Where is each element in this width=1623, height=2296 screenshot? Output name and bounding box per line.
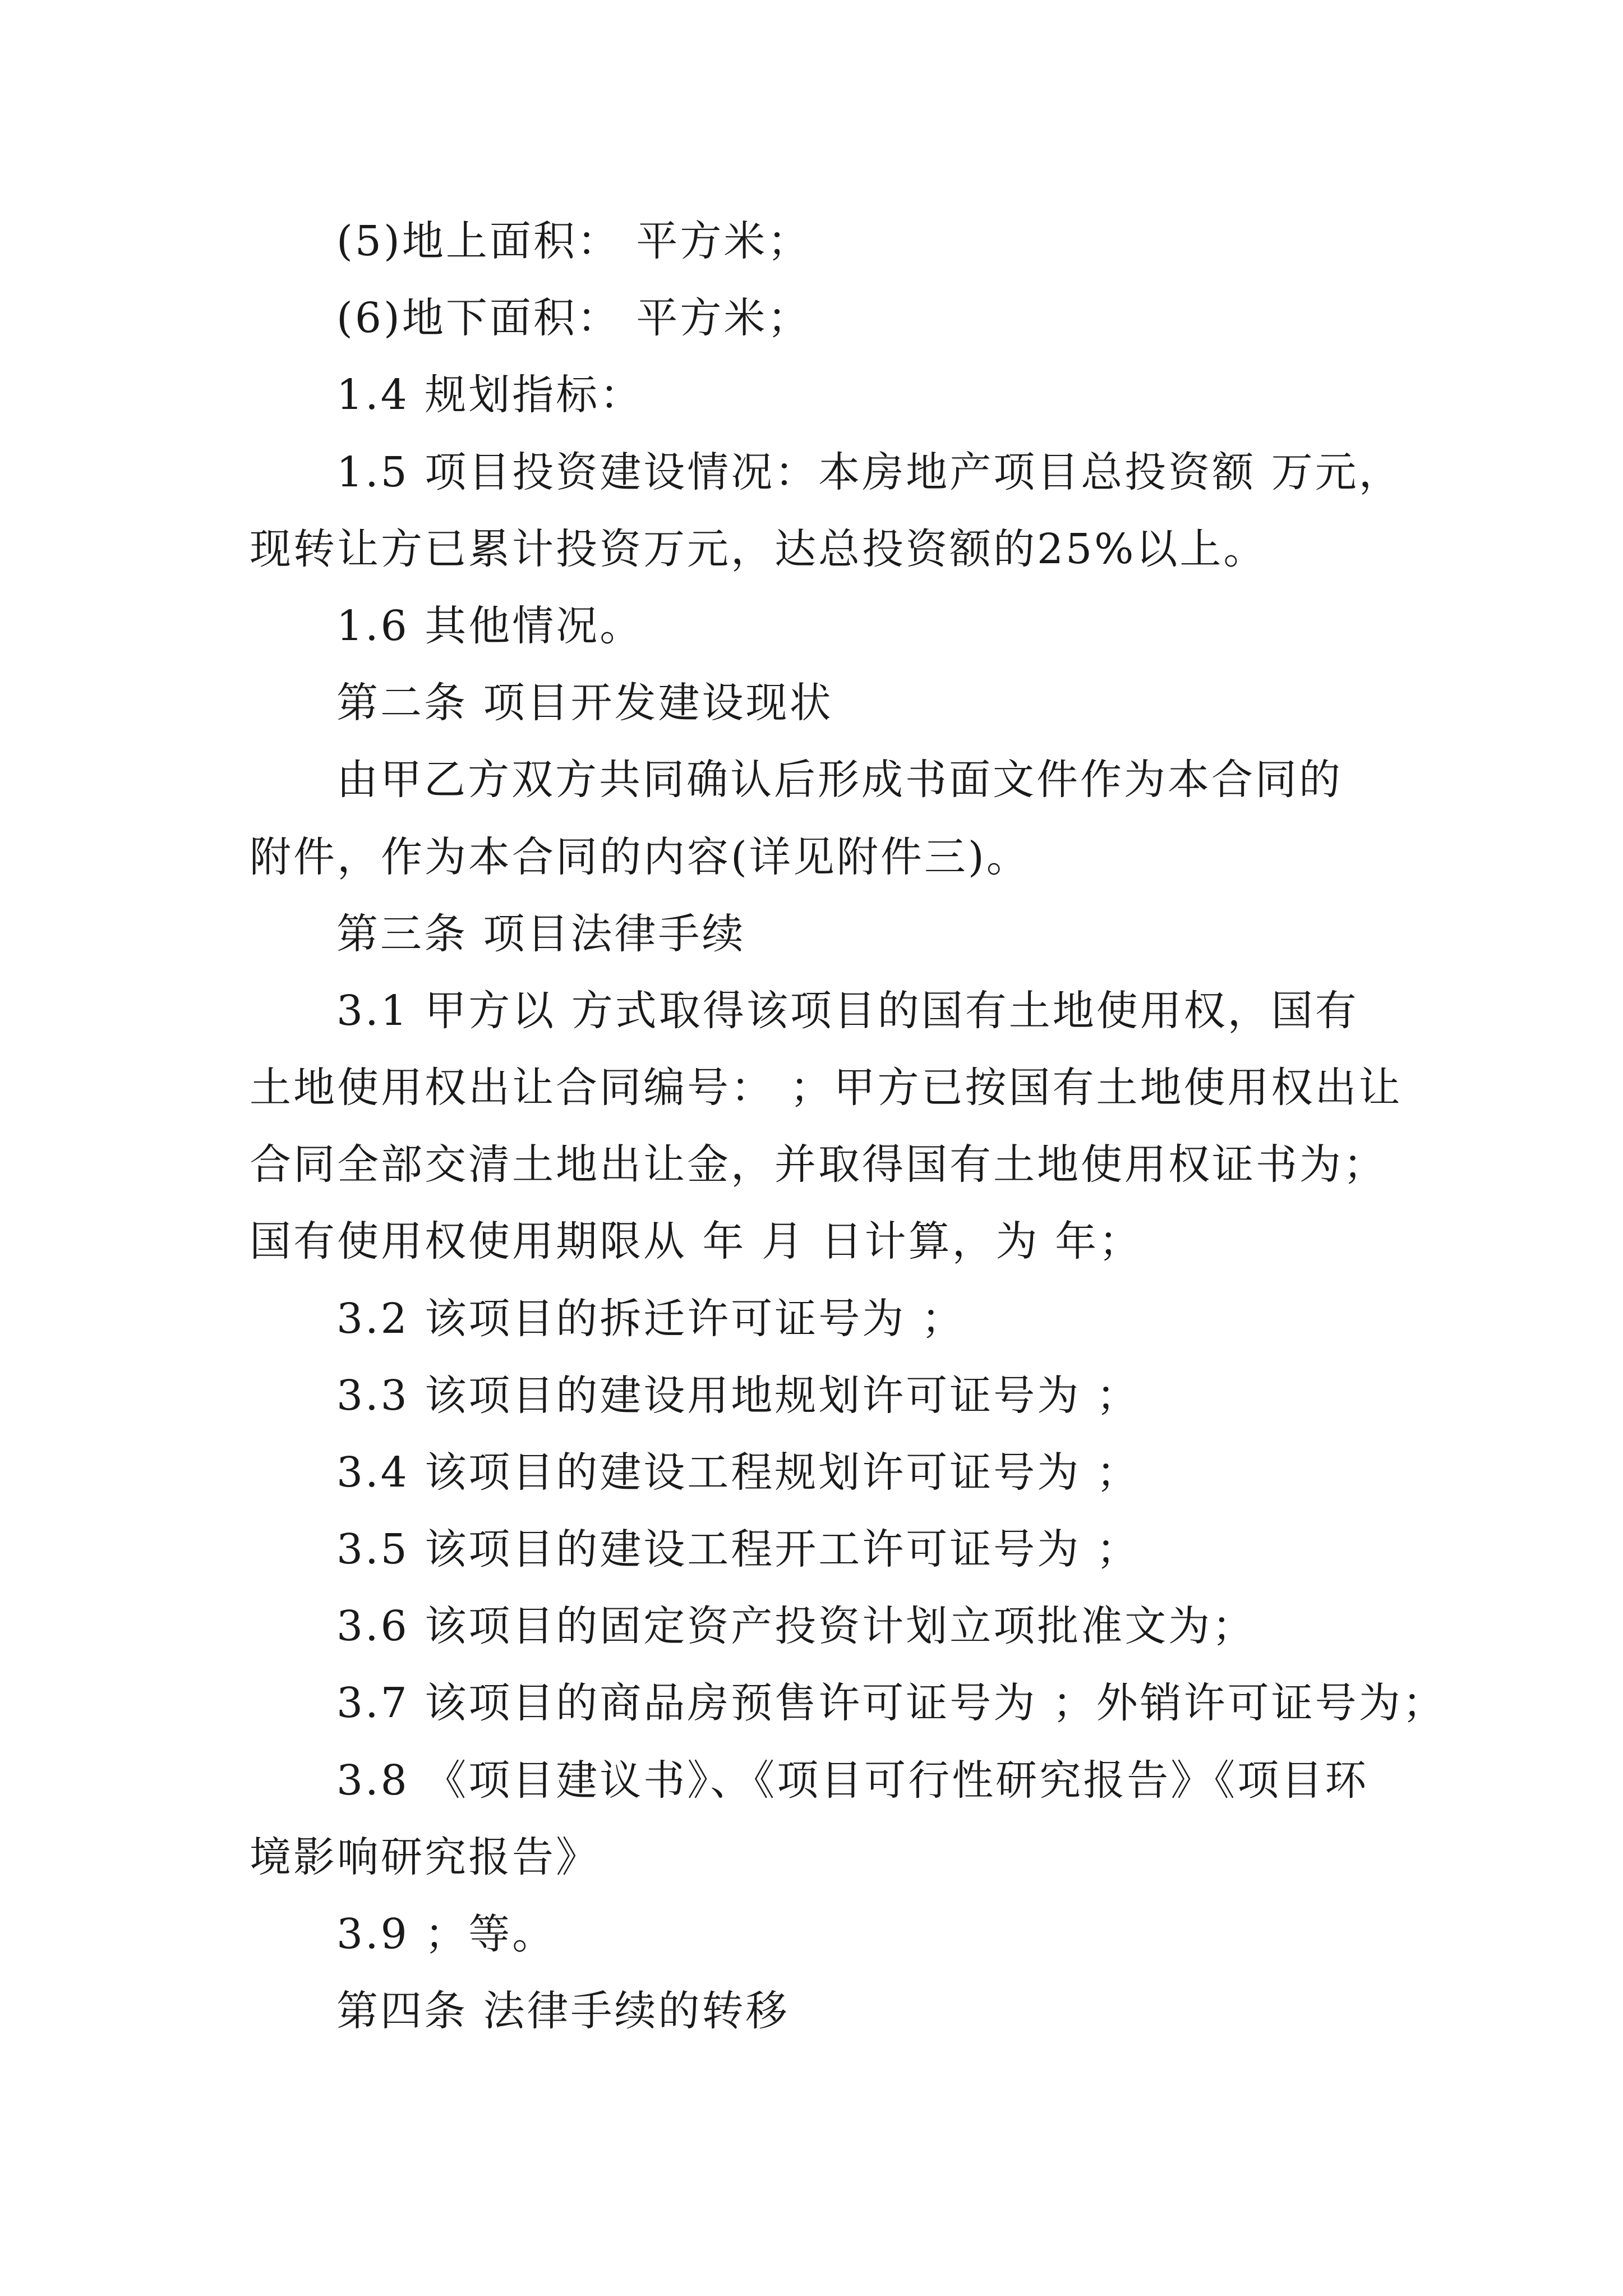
- text-line: 3.6 该项目的固定资产投资计划立项批准文为；: [336, 1602, 1256, 1650]
- text-line: 境影响研究报告》: [250, 1833, 600, 1881]
- text-line: 现转让方已累计投资万元，达总投资额的25%以上。: [250, 525, 1267, 573]
- text-line: 3.7 该项目的商品房预售许可证号为 ；外销许可证号为；: [336, 1679, 1446, 1727]
- section-heading: 第四条 法律手续的转移: [336, 1987, 790, 2035]
- text-line: 1.6 其他情况。: [336, 602, 644, 650]
- text-line: 3.5 该项目的建设工程开工许可证号为 ；: [336, 1525, 1140, 1573]
- text-line: 国有使用权使用期限从 年 月 日计算，为 年；: [250, 1217, 1143, 1266]
- text-line: 合同全部交清土地出让金，并取得国有土地使用权证书为；: [250, 1140, 1387, 1189]
- text-line: 3.1 甲方以 方式取得该项目的国有土地使用权，国有: [336, 987, 1359, 1035]
- text-line: 3.9 ；等。: [336, 1910, 556, 1958]
- text-line: 3.3 该项目的建设用地规划许可证号为 ；: [336, 1372, 1140, 1420]
- text-line: (5)地上面积： 平方米；: [336, 217, 811, 265]
- section-heading: 第二条 项目开发建设现状: [336, 679, 833, 727]
- text-line: 由甲乙方双方共同确认后形成书面文件作为本合同的: [336, 756, 1343, 804]
- text-line: 3.4 该项目的建设工程规划许可证号为 ；: [336, 1448, 1140, 1497]
- text-line: 1.4 规划指标：: [336, 371, 644, 419]
- text-line: 3.8 《项目建议书》、《项目可行性研究报告》《项目环: [336, 1756, 1369, 1805]
- text-line: 1.5 项目投资建设情况：本房地产项目总投资额 万元，: [336, 448, 1403, 496]
- text-line: 3.2 该项目的拆迁许可证号为 ；: [336, 1295, 965, 1343]
- section-heading: 第三条 项目法律手续: [336, 910, 746, 958]
- text-line: (6)地下面积： 平方米；: [336, 294, 811, 342]
- text-line: 土地使用权出让合同编号： ；甲方已按国有土地使用权出让: [250, 1064, 1403, 1112]
- text-line: 附件，作为本合同的内容(详见附件三)。: [250, 833, 1030, 881]
